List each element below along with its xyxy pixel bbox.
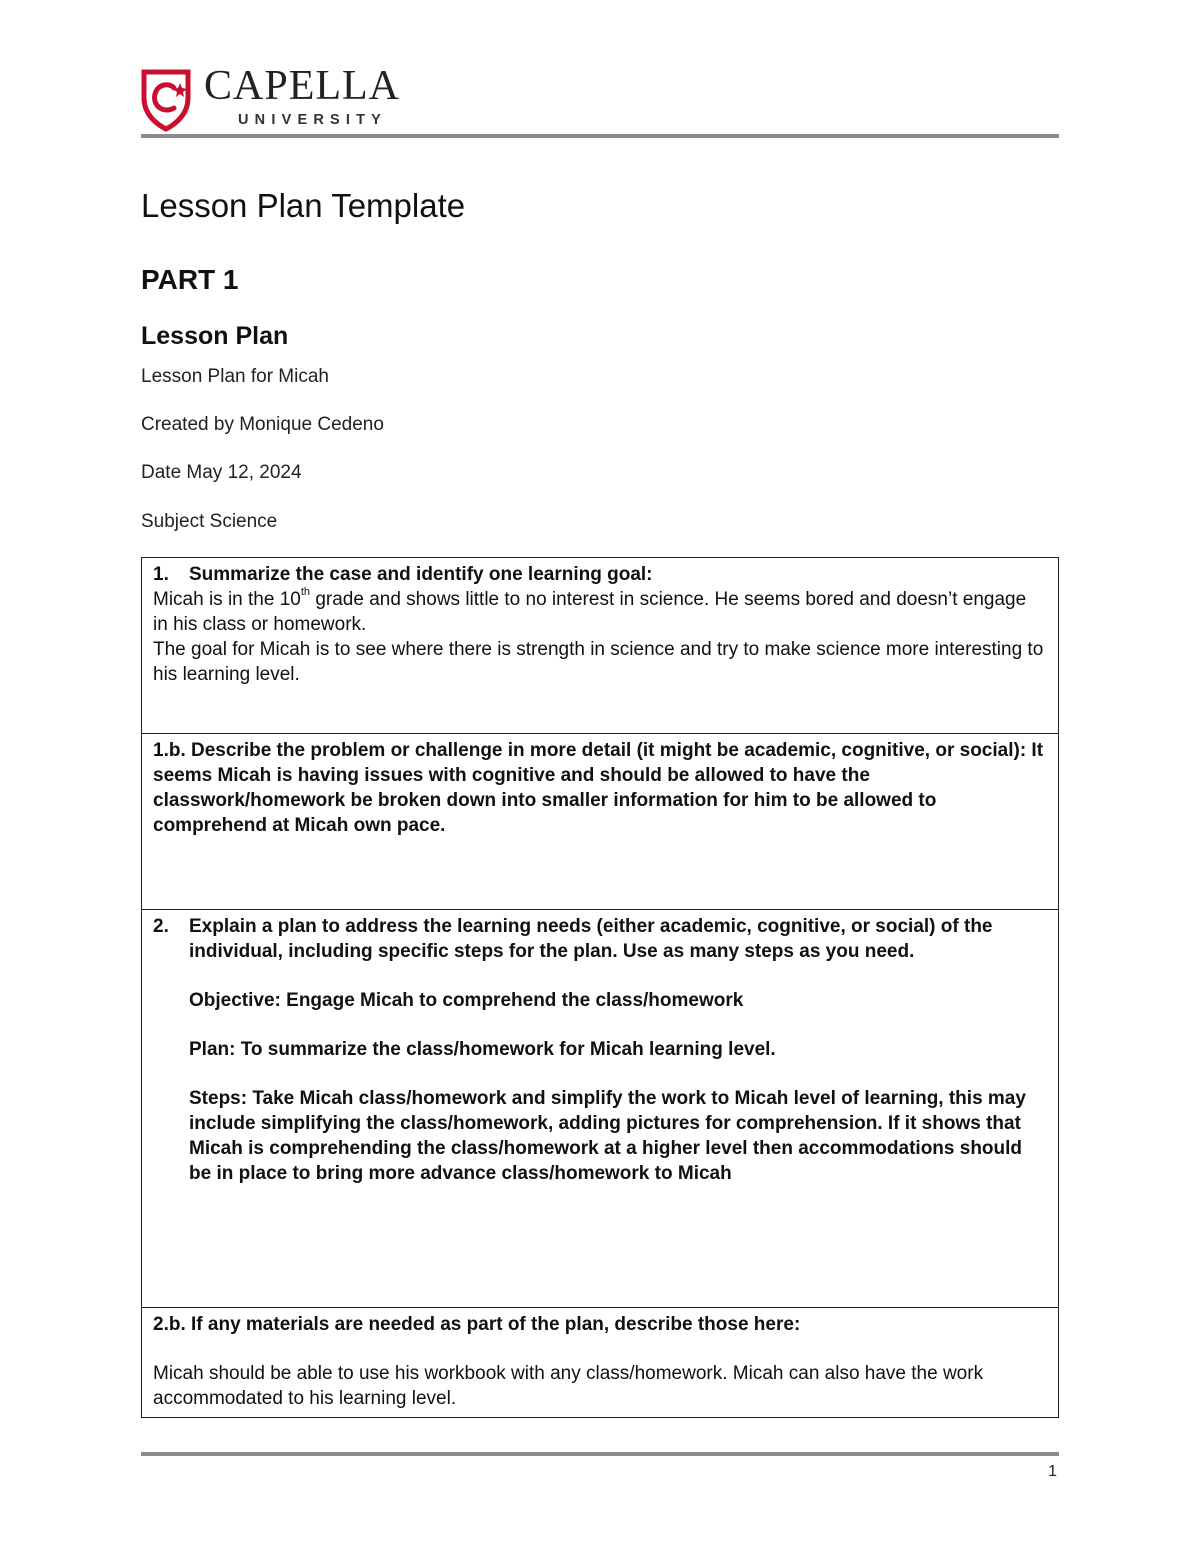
footer-divider	[141, 1452, 1059, 1456]
lesson-date: Date May 12, 2024	[141, 462, 302, 483]
page-number: 1	[1048, 1463, 1057, 1480]
item-number: 1.	[153, 564, 169, 585]
objective-text: Objective: Engage Micah to comprehend the class/homework	[189, 990, 744, 1011]
header-divider	[141, 134, 1059, 138]
plan-heading: Explain a plan to address the learning needs (either academic, cognitive, or social) of the individual, including specific steps for the plan. Use as many steps as you need.	[189, 916, 993, 962]
item-number: 2.	[153, 916, 169, 937]
summary-heading: Summarize the case and identify one learning goal:	[189, 564, 653, 585]
cell-summary	[142, 558, 1059, 734]
cell-materials	[142, 1308, 1059, 1418]
lesson-for: Lesson Plan for Micah	[141, 366, 329, 387]
table-row	[142, 1308, 1059, 1418]
logo-wordmark: CAPELLA	[204, 63, 400, 109]
table-row	[142, 910, 1059, 1308]
document-title: Lesson Plan Template	[141, 187, 466, 224]
cell-problem	[142, 734, 1059, 910]
lesson-subject: Subject Science	[141, 511, 278, 532]
plan-text: Plan: To summarize the class/homework for Micah learning level.	[189, 1039, 776, 1060]
section-heading: Lesson Plan	[141, 322, 289, 350]
part-heading: PART 1	[141, 264, 239, 295]
summary-text: Micah is in the 10th grade and shows little to no interest in science. He seems bored and doesn’t engage in his class or homework.	[153, 586, 1027, 635]
table-row	[142, 558, 1059, 734]
problem-text: 1.b. Describe the problem or challenge in more detail (it might be academic, cognitive, or social): It seems Micah is having issues with cognitive and should be allowed to have the classwork/homework be broken down into smaller information for him to be allowed to comprehend at Micah own pace.	[153, 740, 1044, 836]
steps-text: Steps: Take Micah class/homework and simplify the work to Micah level of learning, this may include simplifying the class/homework, adding pictures for comprehension. If it shows that Micah is comprehending the class/homework at a higher level then accommodations should be in place to bring more advance class/homework to Micah	[189, 1088, 1026, 1184]
learning-goal-text: The goal for Micah is to see where there is strength in science and try to make science more interesting to his learning level.	[153, 639, 1044, 685]
logo-subtitle: UNIVERSITY	[238, 112, 388, 128]
materials-text: Micah should be able to use his workbook with any class/homework. Micah can also have the work accommodated to his learning level.	[153, 1363, 984, 1409]
table-row	[142, 734, 1059, 910]
created-by: Created by Monique Cedeno	[141, 414, 384, 435]
cell-plan	[142, 910, 1059, 1308]
shield-icon	[140, 68, 192, 132]
capella-logo	[140, 63, 430, 132]
materials-heading: 2.b. If any materials are needed as part of the plan, describe those here:	[153, 1314, 801, 1335]
lesson-plan-table	[141, 557, 1059, 1418]
